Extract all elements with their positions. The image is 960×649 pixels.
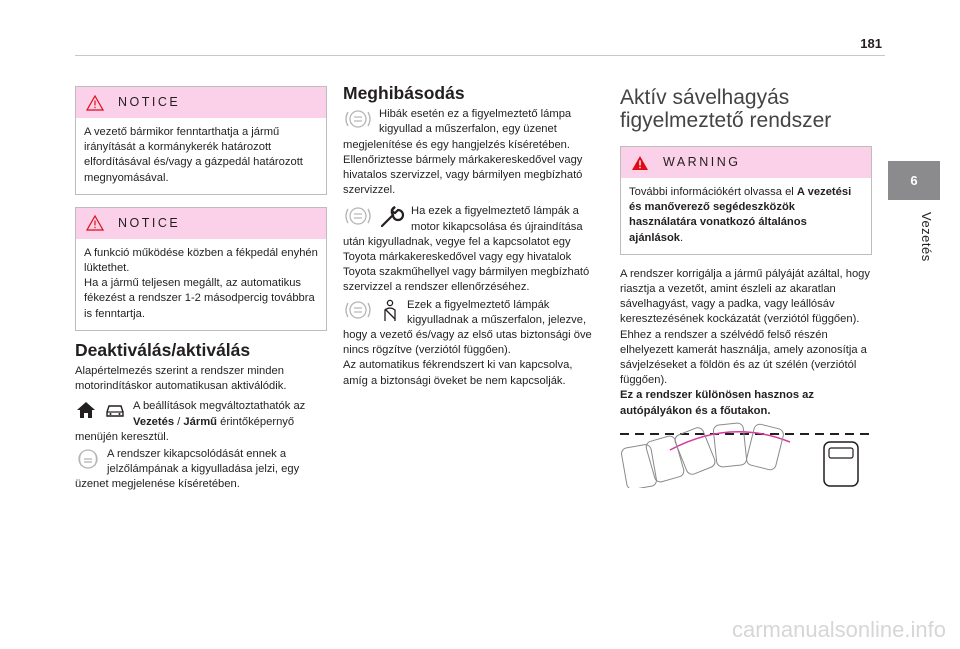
warning-text: További információkért olvassa el A vezetési és manőverező segédeszközök használatára vonatkozó általános ajánlások. <box>629 186 852 244</box>
brake-warning-lamp-icon <box>343 299 373 321</box>
warning-header <box>621 147 871 178</box>
car-settings-icon <box>103 400 127 420</box>
paragraph: Ha ezek a figyelmeztető lámpák a motor kikapcsolása és újraindítása után kigyulladnak, vegye fel a kapcsolatot egy Toyota márkakereskedővel vagy egy hivatalok Toyota szakműhellyel vagy bármilyen megbízható szervizzel a rendszer ellenőrzéséhez. <box>343 205 590 294</box>
paragraph-bold: Ez a rendszer különösen hasznos az autópályákon és a főutakon. <box>620 389 814 417</box>
chapter-label: Vezetés <box>919 212 934 262</box>
notice-title: NOTICE <box>118 215 181 230</box>
top-rule <box>75 55 885 56</box>
malfunction-row-3 <box>343 298 595 389</box>
section-heading-lane-keeping: Aktív sávelhagyás figyelmeztető rendszer <box>620 86 832 132</box>
warning-lamp-row <box>75 447 327 493</box>
warning-triangle-icon <box>86 215 104 231</box>
paragraph: Ezek a figyelmeztető lámpák kigyulladnak a műszerfalon, jelezve, hogy a vezető és/vagy az első utas biztonsági öve nincs rögzítve (verziótól függően). Az automatikus fékrendszert ki van kapcsolva, amíg a biztonsági öveket be nem kapcsolják. <box>343 298 592 387</box>
notice-title: NOTICE <box>118 94 181 109</box>
lane-departure-illustration <box>620 420 874 488</box>
lane-warning-lamp-icon <box>75 448 101 470</box>
warning-triangle-filled-icon <box>631 155 649 171</box>
brake-warning-lamp-icon <box>343 205 373 227</box>
warning-triangle-icon <box>86 95 104 111</box>
notice-box-2 <box>75 207 327 331</box>
section-heading-deactivation: Deaktiválás/aktiválás <box>75 339 251 360</box>
paragraph: A rendszer kikapcsolódását ennek a jelzőlámpának a kigyulladása jelzi, egy üzenet megjelenése kíséretében. <box>75 448 300 491</box>
column-1 <box>75 86 327 493</box>
section-heading-malfunction: Meghibásodás <box>343 83 465 103</box>
wrench-icon <box>379 205 405 229</box>
warning-box <box>620 146 872 255</box>
settings-icon-row <box>75 399 327 445</box>
notice-text: A vezető bármikor fenntarthatja a jármű irányítását a kormánykerék határozott elfordításával és/vagy a gázpedál határozott megnyomásával. <box>84 126 303 184</box>
home-icon <box>75 400 97 420</box>
column-3 <box>620 86 872 419</box>
page-number: 181 <box>860 36 882 51</box>
malfunction-row-2 <box>343 204 595 295</box>
warning-title: WARNING <box>663 154 741 169</box>
paragraph: A rendszer korrigálja a jármű pályáját azáltal, hogy riasztja a vezetőt, amint észleli az akaratlan sávelhagyást, vagy a padka, vagy leállósáv keresztezésének kockázatát (verziótól függően). Ehhez a rendszer a szélvédő felső részén elhelyezett kamerát használja, amely azonosítja a sávjelzéseket a földön és az út szélén (verziótól függően). <box>620 267 870 387</box>
seatbelt-icon <box>379 299 401 323</box>
brake-warning-lamp-icon <box>343 108 373 130</box>
paragraph: Hibák esetén ez a figyelmeztető lámpa kigyullad a műszerfalon, egy üzenet megjelenítése és egy hangjelzés kíséretében. Ellenőriztesse bármely márkakereskedővel vagy hivatalos szervizzel, vagy bármilyen megbízható szervizzel. <box>343 108 583 197</box>
paragraph: Alapértelmezés szerint a rendszer minden motorindításkor automatikusan aktiválódik. <box>75 365 287 393</box>
notice-header <box>76 87 326 118</box>
chapter-tab[interactable]: 6 <box>888 161 940 200</box>
notice-box-1 <box>75 86 327 195</box>
column-2 <box>343 83 595 389</box>
paragraph: A beállítások megváltoztathatók az Vezetés / Jármű érintőképernyő menüjén keresztül. <box>75 400 306 443</box>
watermark: carmanualsonline.info <box>731 617 946 642</box>
notice-text: A funkció működése közben a fékpedál enyhén lüktethet. Ha a jármű teljesen megállt, az automatikus fékezést a rendszer 1-2 másodpercig továbbra is fenntartja. <box>84 246 318 320</box>
notice-header <box>76 208 326 239</box>
malfunction-row-1 <box>343 107 595 198</box>
